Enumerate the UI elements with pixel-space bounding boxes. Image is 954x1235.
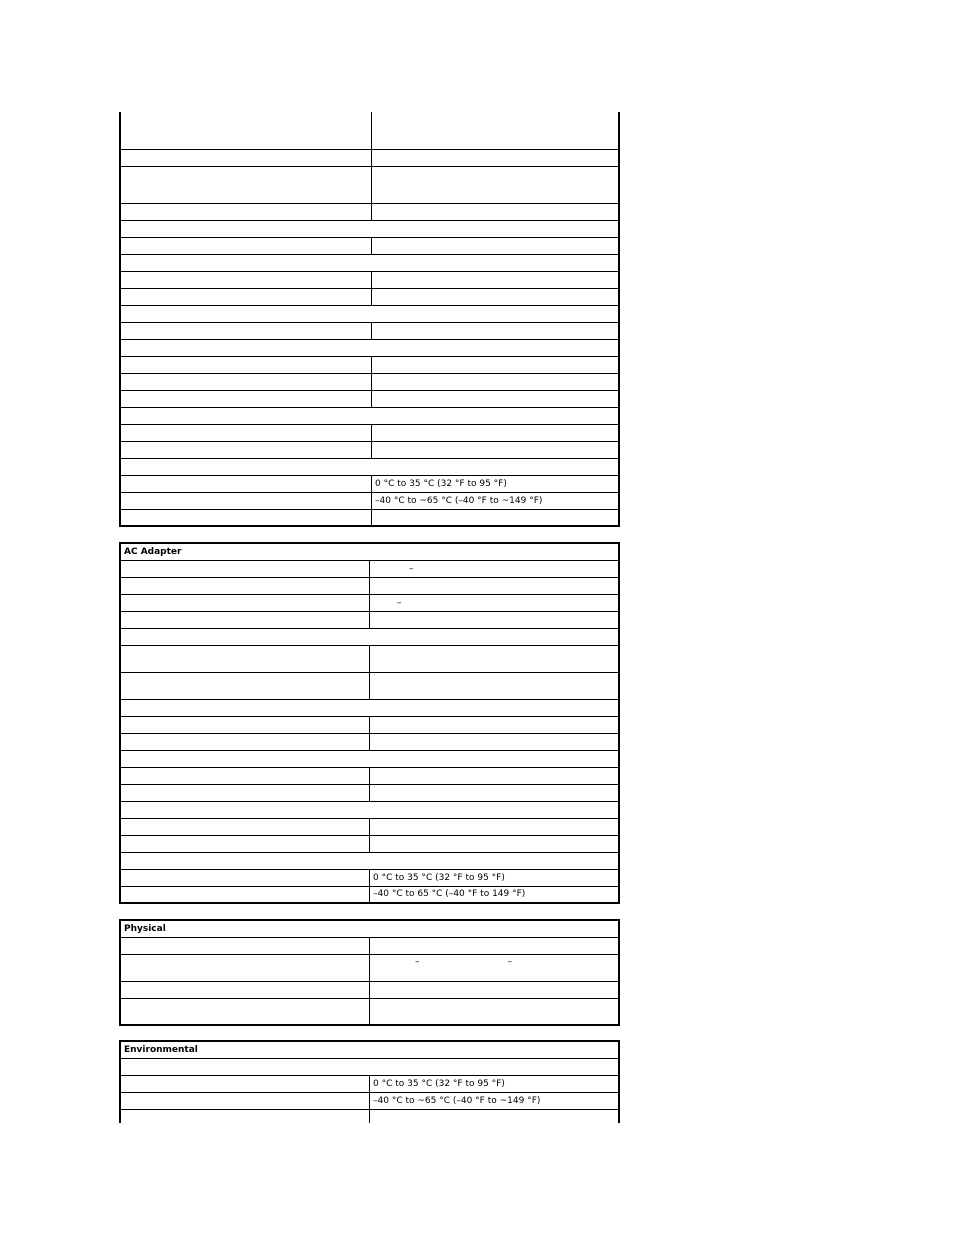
spec-value-cell xyxy=(370,954,620,981)
spec-section-row xyxy=(120,1058,619,1075)
ac-adapter-storage-temp-value: –40 °C to 65 °C (–40 °F to 149 °F) xyxy=(370,886,620,903)
spec-value-cell xyxy=(372,112,620,149)
physical-spec-table xyxy=(119,919,620,1026)
ac-adapter-operating-temp-value: 0 °C to 35 °C (32 °F to 95 °F) xyxy=(370,869,620,886)
spec-label-cell xyxy=(120,237,372,254)
spec-section-row xyxy=(120,254,619,271)
spec-label-cell xyxy=(120,835,370,852)
environmental-title: Environmental xyxy=(120,1041,619,1058)
spec-label-cell xyxy=(120,937,370,954)
ac-adapter-dash-2: – xyxy=(397,597,402,608)
spec-label-cell xyxy=(120,560,370,577)
spec-section-row xyxy=(120,339,619,356)
spec-value-cell xyxy=(370,767,620,784)
spec-section-row xyxy=(120,305,619,322)
physical-dash-2: – xyxy=(507,956,512,967)
spec-label-cell xyxy=(120,577,370,594)
ac-adapter-title: AC Adapter xyxy=(120,543,619,560)
spec-value-cell xyxy=(370,611,620,628)
environmental-spec-table xyxy=(119,1040,620,1123)
spec-section-row xyxy=(120,750,619,767)
spec-value-cell xyxy=(372,271,620,288)
spec-value-cell xyxy=(372,373,620,390)
spec-label-cell xyxy=(120,373,372,390)
environmental-storage-temp-value: –40 °C to ~65 °C (–40 °F to ~149 °F) xyxy=(370,1092,620,1109)
spec-value-cell xyxy=(372,390,620,407)
spec-label-cell xyxy=(120,981,370,998)
spec-label-cell xyxy=(120,441,372,458)
spec-label-cell xyxy=(120,611,370,628)
spec-value-cell xyxy=(370,937,620,954)
spec-value-cell xyxy=(370,594,620,611)
physical-title: Physical xyxy=(120,920,619,937)
spec-value-cell xyxy=(370,560,620,577)
spec-value-cell xyxy=(372,509,620,526)
spec-label-cell xyxy=(120,716,370,733)
ac-adapter-spec-table xyxy=(119,542,620,904)
spec-label-cell xyxy=(120,288,372,305)
spec-value-cell xyxy=(370,981,620,998)
spec-section-row xyxy=(120,852,619,869)
spec-value-cell xyxy=(370,835,620,852)
spec-label-cell xyxy=(120,1092,370,1109)
spec-label-cell xyxy=(120,356,372,373)
spec-value-cell xyxy=(372,356,620,373)
spec-value-cell xyxy=(372,322,620,339)
spec-value-cell xyxy=(372,424,620,441)
spec-label-cell xyxy=(120,1075,370,1092)
spec-label-cell xyxy=(120,818,370,835)
spec-label-cell xyxy=(120,509,372,526)
spec-section-row xyxy=(120,699,619,716)
spec-label-cell xyxy=(120,645,370,672)
spec-label-cell xyxy=(120,149,372,166)
spec-label-cell xyxy=(120,733,370,750)
spec-value-cell xyxy=(372,441,620,458)
spec-section-row xyxy=(120,407,619,424)
spec-value-cell xyxy=(370,645,620,672)
spec-label-cell xyxy=(120,492,372,509)
spec-label-cell xyxy=(120,998,370,1025)
spec-value-cell xyxy=(372,203,620,220)
spec-label-cell xyxy=(120,869,370,886)
spec-value-cell xyxy=(372,237,620,254)
spec-value-cell xyxy=(372,149,620,166)
spec-section-row xyxy=(120,628,619,645)
spec-value-cell xyxy=(370,998,620,1025)
spec-label-cell xyxy=(120,112,372,149)
spec-value-cell xyxy=(370,818,620,835)
spec-label-cell xyxy=(120,203,372,220)
spec-value-cell xyxy=(370,577,620,594)
spec-label-cell xyxy=(120,1109,370,1123)
battery-storage-temp-value: –40 °C to ~65 °C (–40 °F to ~149 °F) xyxy=(372,492,620,509)
ac-adapter-dash-1: – xyxy=(409,563,414,574)
spec-label-cell xyxy=(120,767,370,784)
spec-value-cell xyxy=(370,672,620,699)
spec-label-cell xyxy=(120,784,370,801)
spec-label-cell xyxy=(120,594,370,611)
spec-section-row xyxy=(120,801,619,818)
spec-label-cell xyxy=(120,954,370,981)
battery-operating-temp-value: 0 °C to 35 °C (32 °F to 95 °F) xyxy=(372,475,620,492)
spec-label-cell xyxy=(120,886,370,903)
spec-value-cell xyxy=(370,716,620,733)
spec-label-cell xyxy=(120,166,372,203)
spec-label-cell xyxy=(120,271,372,288)
environmental-operating-temp-value: 0 °C to 35 °C (32 °F to 95 °F) xyxy=(370,1075,620,1092)
spec-value-cell xyxy=(370,784,620,801)
spec-label-cell xyxy=(120,475,372,492)
physical-dash-1: – xyxy=(415,956,420,967)
battery-spec-table xyxy=(119,112,620,527)
spec-section-row xyxy=(120,458,619,475)
spec-value-cell xyxy=(372,166,620,203)
spec-section-row xyxy=(120,220,619,237)
spec-label-cell xyxy=(120,390,372,407)
spec-label-cell xyxy=(120,322,372,339)
spec-value-cell xyxy=(372,288,620,305)
spec-value-cell xyxy=(370,733,620,750)
spec-label-cell xyxy=(120,672,370,699)
spec-value-cell xyxy=(370,1109,620,1123)
spec-label-cell xyxy=(120,424,372,441)
